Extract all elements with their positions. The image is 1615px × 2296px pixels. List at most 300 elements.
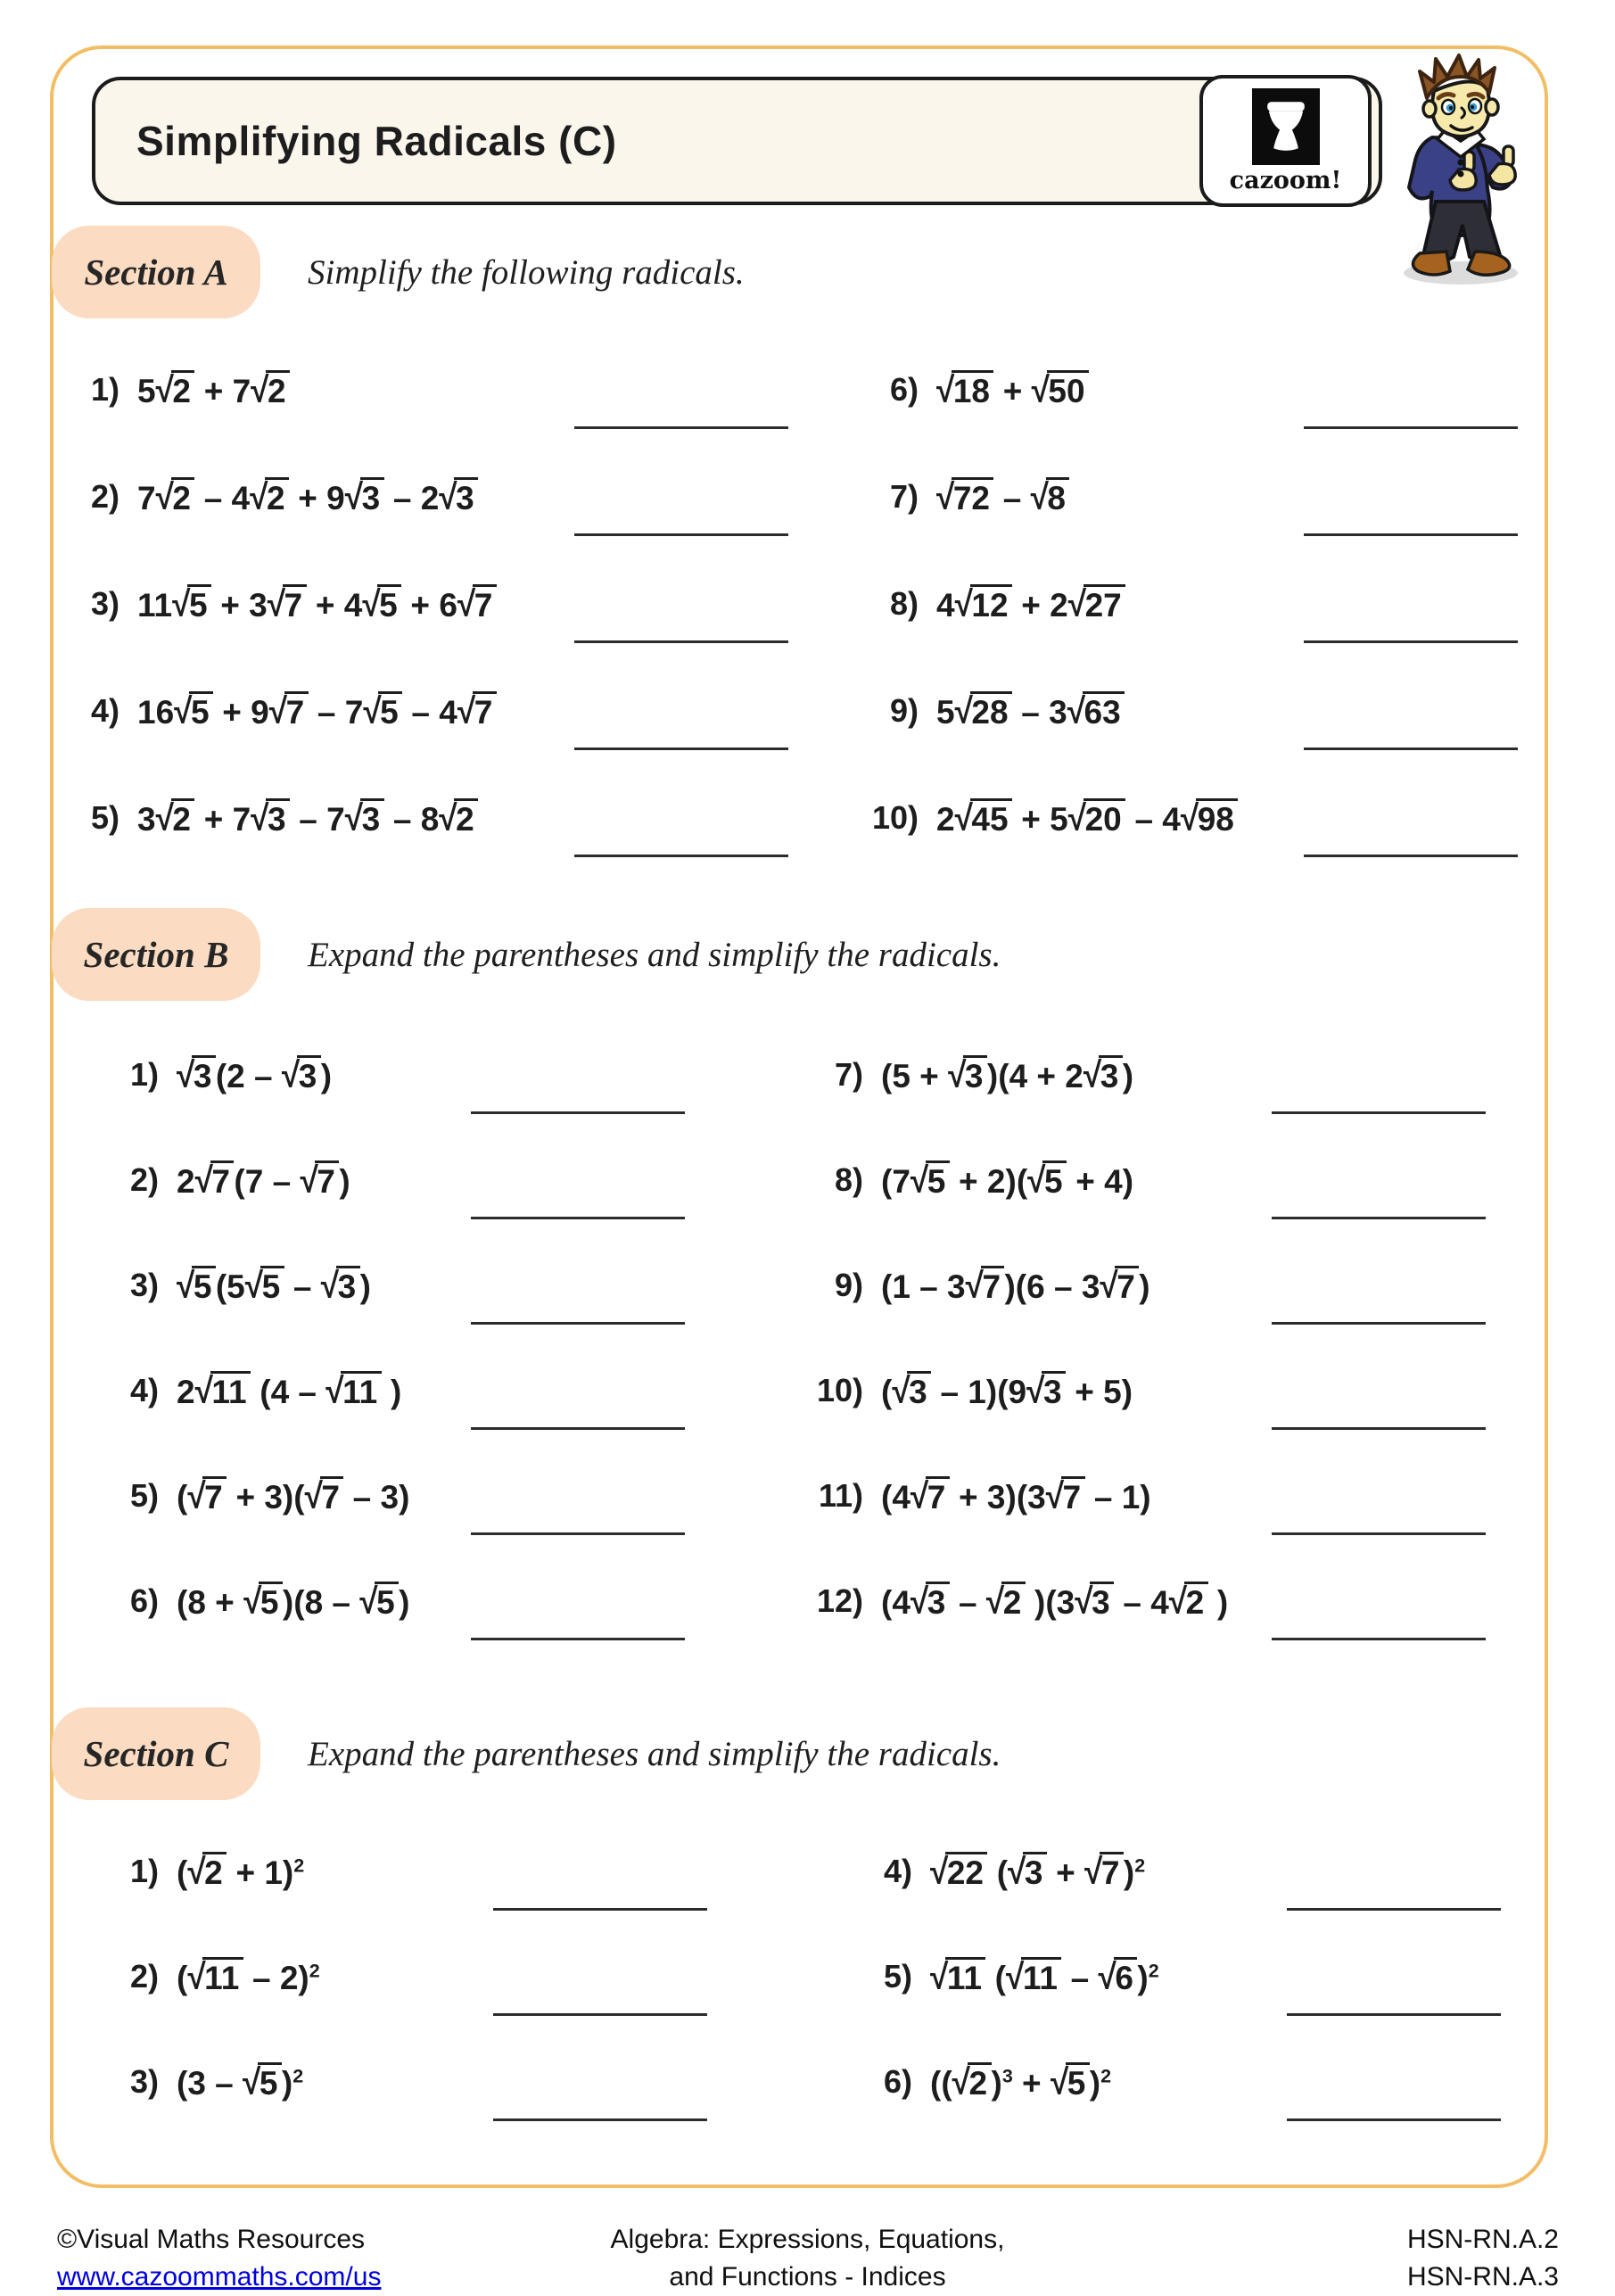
radicand: 2	[202, 1852, 227, 1891]
question-number: 5)	[129, 1477, 159, 1514]
problem-row	[801, 1443, 1486, 1549]
radicand: 2	[454, 798, 478, 838]
answer-blank	[1272, 1563, 1486, 1640]
radical	[936, 476, 993, 516]
radical	[1100, 1265, 1139, 1305]
radical	[457, 690, 497, 731]
radical-sign: √	[177, 1265, 195, 1305]
question-number: 9)	[889, 692, 919, 729]
answer-blank	[1272, 1458, 1486, 1535]
question-expression: (1 – 3√7 )(6 – 3√7 )	[881, 1265, 1150, 1305]
radical	[1027, 1160, 1067, 1200]
radical	[910, 1160, 950, 1200]
problem-row	[801, 1022, 1486, 1127]
question-number: 6)	[883, 2063, 912, 2100]
question-expression: 5√2 + 7√2	[137, 370, 290, 410]
radicand: 2	[265, 477, 289, 516]
radical-sign: √	[267, 583, 286, 624]
problem-row	[801, 1549, 1486, 1654]
radicand: 50	[1047, 370, 1089, 409]
radical-sign: √	[985, 1581, 1005, 1621]
radical-sign: √	[251, 797, 269, 838]
problem-row	[801, 1127, 1486, 1233]
radical	[344, 797, 384, 838]
radical	[194, 1370, 251, 1410]
radicand: 5	[377, 584, 401, 624]
radical	[1026, 1370, 1066, 1410]
radical-sign: √	[1100, 1265, 1118, 1305]
problem-row	[96, 1549, 685, 1654]
radicand: 5	[258, 2062, 282, 2102]
radical	[1030, 476, 1070, 516]
radical-sign: √	[363, 690, 382, 731]
question-expression: (√11 – 2)$^2$	[177, 1956, 320, 1996]
radical-sign: √	[910, 1581, 929, 1621]
radicand: 11	[202, 1957, 243, 1996]
radical	[174, 690, 213, 731]
radical	[1084, 1851, 1124, 1891]
radical-sign: √	[155, 369, 174, 409]
radical-sign: √	[1180, 797, 1199, 838]
question-expression: √22 (√3 + √7 )$^2$	[930, 1851, 1146, 1891]
question-expression: $(√2 + 1)^2$	[177, 1851, 305, 1891]
radical	[1050, 2061, 1090, 2102]
radicand: 11	[1021, 1957, 1061, 1996]
radicand: 7	[473, 691, 497, 731]
radical	[250, 476, 289, 516]
radical	[243, 2061, 282, 2102]
section-c-label: Section C	[52, 1707, 260, 1800]
radicand: 3	[1042, 1371, 1066, 1410]
question-expression: 5√28 – 3√63	[936, 691, 1125, 731]
radical	[325, 1370, 381, 1410]
problem-row	[856, 657, 1518, 764]
section-a-label: Section A	[52, 226, 260, 318]
radical	[363, 690, 402, 731]
question-expression: (4√3 – √2 )(3√3 – 4√2 )	[881, 1581, 1229, 1621]
radicand: 22	[945, 1852, 987, 1891]
problem-row	[801, 1233, 1486, 1338]
radical	[251, 797, 290, 838]
answer-blank	[1304, 566, 1518, 643]
problem-row	[801, 1338, 1486, 1443]
question-number: 6)	[129, 1582, 159, 1619]
answer-blank	[471, 1352, 685, 1430]
radicand: 2	[1184, 1582, 1208, 1621]
answer-blank	[574, 673, 788, 750]
problem-row	[96, 1338, 685, 1443]
question-expression: √5 (5√5 – √3 )	[177, 1265, 371, 1305]
answer-blank	[1272, 1247, 1486, 1325]
question-number: 4)	[90, 692, 119, 729]
radical	[187, 1851, 227, 1891]
radicand: 5	[260, 1266, 284, 1305]
radical-sign: √	[948, 1054, 967, 1094]
problem-row	[96, 1233, 685, 1338]
radicand: 2	[1001, 1582, 1026, 1621]
radical-sign: √	[1045, 1475, 1065, 1516]
radical-sign: √	[936, 369, 955, 409]
radical	[1098, 1956, 1138, 1996]
radical	[243, 1581, 283, 1621]
question-expression: (√7 + 3)(√7 – 3)	[177, 1475, 410, 1516]
problems-grid	[96, 1819, 1501, 2135]
radical	[359, 1581, 399, 1621]
answer-blank	[574, 458, 788, 536]
radicand: 3	[907, 1371, 931, 1410]
question-expression: 4√12 + 2√27	[936, 584, 1125, 624]
radicand: 5	[1066, 2062, 1090, 2102]
answer-blank	[471, 1037, 685, 1114]
question-expression: (8 + √5 )(8 – √5 )	[177, 1581, 410, 1621]
cazoom-logo	[1199, 75, 1372, 207]
radicand: 72	[952, 477, 993, 516]
exponent: 2	[309, 1960, 320, 1982]
radical	[910, 1581, 950, 1621]
problem-row	[57, 764, 788, 871]
problem-row	[850, 1819, 1501, 1924]
radicand: 6	[1114, 1957, 1138, 1996]
radicand: 11	[210, 1371, 251, 1410]
standard-code-2: HSN-RN.A.3	[1406, 2262, 1559, 2292]
radicand: 3	[336, 1266, 360, 1305]
radical-sign: √	[457, 690, 476, 731]
radical	[155, 476, 195, 516]
radical	[1075, 1581, 1114, 1621]
radical	[439, 476, 478, 516]
question-number: 2)	[129, 1161, 159, 1198]
radical-sign: √	[325, 1370, 344, 1410]
radical-sign: √	[1030, 476, 1049, 516]
answer-blank	[493, 1833, 707, 1911]
radical-sign: √	[243, 2061, 261, 2102]
section-b-instruction: Expand the parentheses and simplify the radicals.	[308, 935, 1001, 974]
radicand: 45	[970, 798, 1012, 838]
radical-sign: √	[300, 1160, 318, 1200]
radical-sign: √	[1031, 369, 1050, 409]
radicand: 3	[297, 1055, 321, 1094]
problem-row	[856, 764, 1518, 871]
question-number: 5)	[883, 1958, 912, 1995]
radicand: 3	[1090, 1582, 1114, 1621]
answer-blank	[471, 1142, 685, 1219]
question-number: 8)	[834, 1161, 863, 1198]
section-a-instruction: Simplify the following radicals.	[308, 252, 745, 292]
question-number: 10)	[816, 1372, 863, 1408]
problem-row	[96, 2029, 707, 2135]
radicand: 2	[266, 370, 290, 409]
cazoommaths-link[interactable]: www.cazoommaths.com/us	[57, 2262, 382, 2292]
radical	[344, 476, 384, 516]
radical	[948, 1054, 987, 1094]
radicand: 3	[360, 798, 384, 838]
radicand: 27	[1084, 584, 1125, 624]
radicand: 2	[968, 2062, 992, 2102]
exponent: 2	[293, 2065, 304, 2087]
answer-blank	[471, 1458, 685, 1535]
radical	[177, 1054, 216, 1094]
radical-sign: √	[155, 476, 174, 516]
problems-grid	[96, 1022, 1486, 1654]
radicand: 3	[1023, 1852, 1047, 1891]
radical-sign: √	[1027, 1160, 1046, 1200]
exponent: 2	[1100, 2065, 1112, 2087]
radicand: 5	[375, 1582, 399, 1621]
problem-row	[856, 336, 1518, 443]
radical	[1168, 1581, 1208, 1621]
exponent: 2	[293, 1854, 305, 1877]
answer-blank	[1272, 1037, 1486, 1114]
radical	[155, 797, 195, 838]
radical-sign: √	[250, 476, 268, 516]
exponent: 3	[1001, 2065, 1013, 2087]
question-number: 1)	[90, 371, 119, 408]
radicand: 7	[473, 584, 497, 624]
radical-sign: √	[1098, 1956, 1116, 1996]
radicand: 8	[1046, 477, 1070, 516]
radicand: 28	[970, 691, 1012, 731]
radical-sign: √	[187, 1475, 206, 1516]
question-expression: 16√5 + 9√7 – 7√5 – 4√7	[137, 691, 497, 731]
radical	[155, 369, 195, 409]
footer-topic-line1: Algebra: Expressions, Equations,	[610, 2225, 1005, 2254]
question-expression: 2√7 (7 – √7 )	[177, 1160, 350, 1200]
radicand: 7	[981, 1266, 1005, 1305]
radicand: 5	[926, 1160, 950, 1200]
radicand: 3	[360, 477, 384, 516]
radical-sign: √	[954, 690, 973, 731]
question-expression: 11√5 + 3√7 + 4√5 + 6√7	[137, 584, 497, 624]
question-number: 10)	[871, 799, 919, 836]
radicand: 7	[283, 584, 307, 624]
copyright-text: ©Visual Maths Resources	[57, 2225, 366, 2254]
question-expression: √18 + √50	[936, 370, 1089, 410]
answer-blank	[1304, 458, 1518, 536]
radicand: 3	[926, 1582, 950, 1621]
problem-row	[856, 550, 1518, 657]
radical-sign: √	[268, 690, 288, 731]
answer-blank	[1304, 351, 1518, 429]
question-number: 7)	[834, 1056, 863, 1093]
question-number: 2)	[90, 478, 119, 515]
radical	[439, 797, 478, 838]
radical	[187, 1475, 227, 1516]
question-number: 1)	[129, 1853, 159, 1889]
radicand: 5	[187, 584, 211, 624]
radical	[244, 1265, 284, 1305]
logo-brand-text: cazoom!	[1229, 166, 1342, 194]
radical-sign: √	[344, 476, 364, 516]
radical	[281, 1054, 321, 1094]
question-expression: 7√2 – 4√2 + 9√3 – 2√3	[137, 477, 478, 517]
problem-row	[57, 550, 788, 657]
radical-sign: √	[194, 1160, 213, 1200]
radicand: 5	[1042, 1160, 1067, 1200]
answer-blank	[1304, 780, 1518, 857]
answer-blank	[471, 1563, 685, 1640]
radical	[1067, 797, 1125, 838]
radicand: 2	[171, 477, 195, 516]
radical-sign: √	[187, 1956, 206, 1996]
radical-sign: √	[954, 583, 973, 624]
radical-sign: √	[954, 797, 973, 838]
radical-sign: √	[187, 1851, 206, 1891]
radical-sign: √	[344, 797, 364, 838]
question-expression: (7√5 + 2)(√5 + 4)	[881, 1160, 1134, 1200]
radical	[172, 583, 211, 624]
answer-blank	[574, 566, 788, 643]
title-box	[92, 77, 1382, 205]
radicand: 2	[171, 370, 195, 409]
question-number: 11)	[818, 1477, 863, 1514]
radical-sign: √	[362, 583, 381, 624]
radical	[1031, 369, 1089, 409]
section-c	[0, 1707, 1615, 2102]
problem-row	[57, 336, 788, 443]
radicand: 7	[210, 1160, 235, 1200]
answer-blank	[1304, 673, 1518, 750]
radical	[1067, 690, 1125, 731]
radical-sign: √	[244, 1265, 264, 1305]
radical-sign: √	[439, 797, 457, 838]
radicand: 5	[259, 1582, 283, 1621]
radical-sign: √	[1006, 1956, 1025, 1996]
radical-sign: √	[1067, 797, 1087, 838]
radical-sign: √	[930, 1956, 949, 1996]
radical-sign: √	[892, 1370, 910, 1410]
answer-blank	[471, 1247, 685, 1325]
question-expression: (3 – √5 )$^2$	[177, 2061, 304, 2102]
exponent: 2	[1134, 1854, 1146, 1877]
section-b-label: Section B	[52, 908, 260, 1001]
answer-blank	[493, 2044, 707, 2121]
radical-sign: √	[304, 1475, 323, 1516]
radical	[1067, 583, 1125, 624]
radicand: 11	[945, 1957, 985, 1996]
radical-sign: √	[965, 1265, 984, 1305]
question-expression: (5 + √3 )(4 + 2√3 )	[881, 1054, 1134, 1094]
radical	[304, 1475, 344, 1516]
radical-sign: √	[1008, 1851, 1026, 1891]
radical	[930, 1851, 987, 1891]
radicand: 7	[926, 1476, 950, 1516]
radicand: 98	[1196, 798, 1238, 838]
answer-blank	[1287, 2044, 1501, 2121]
radical-sign: √	[457, 583, 476, 624]
radical	[1180, 797, 1238, 838]
problem-row	[96, 1127, 685, 1233]
mascot-character	[1384, 52, 1543, 289]
radical-sign: √	[952, 2061, 970, 2102]
radical-sign: √	[251, 369, 269, 409]
radical	[267, 583, 307, 624]
exponent: 2	[1148, 1960, 1159, 1982]
radical-sign: √	[910, 1160, 929, 1200]
question-expression: ((√2 )$^3$ + √5 )$^2$	[930, 2061, 1112, 2102]
radical-sign: √	[1075, 1581, 1093, 1621]
problem-row	[57, 443, 788, 550]
radical	[187, 1956, 243, 1996]
radicand: 7	[320, 1476, 344, 1516]
radical-sign: √	[1026, 1370, 1045, 1410]
radical-sign: √	[1168, 1581, 1188, 1621]
footer-topic-line2: and Functions - Indices	[669, 2262, 946, 2292]
radical	[268, 690, 309, 731]
problem-row	[96, 1924, 707, 2029]
answer-blank	[1287, 1938, 1501, 2016]
answer-blank	[1272, 1142, 1486, 1219]
radicand: 7	[1100, 1852, 1124, 1891]
question-number: 4)	[129, 1372, 159, 1408]
radical-sign: √	[359, 1581, 378, 1621]
radical-sign: √	[320, 1265, 340, 1305]
radicand: 7	[1115, 1266, 1139, 1305]
radical	[892, 1370, 931, 1410]
radical-sign: √	[439, 476, 457, 516]
problem-row	[850, 2029, 1501, 2135]
radicand: 7	[284, 691, 309, 731]
radical-sign: √	[1050, 2061, 1069, 2102]
question-number: 5)	[90, 799, 119, 836]
radicand: 11	[341, 1371, 381, 1410]
section-b	[0, 908, 1615, 1621]
page-title: Simplifying Radicals (C)	[136, 118, 617, 164]
radical	[300, 1160, 339, 1200]
radical-sign: √	[174, 690, 193, 731]
radical	[1008, 1851, 1047, 1891]
radical	[930, 1956, 985, 1996]
answer-blank	[574, 780, 788, 857]
answer-blank	[1287, 1833, 1501, 1911]
radical	[936, 369, 993, 409]
question-expression: √11 (√11 – √6 )$^2$	[930, 1956, 1159, 1996]
question-expression: √72 – √8	[936, 477, 1069, 517]
radical-sign: √	[936, 476, 955, 516]
radical-sign: √	[177, 1054, 195, 1094]
radicand: 5	[189, 691, 213, 731]
problems-grid	[57, 336, 1518, 871]
radical-sign: √	[1067, 583, 1087, 624]
radical	[954, 797, 1012, 838]
radical-sign: √	[1067, 690, 1086, 731]
question-expression: √3 (2 – √3 )	[177, 1054, 333, 1094]
radicand: 3	[266, 798, 290, 838]
radicand: 3	[192, 1055, 216, 1094]
radical	[965, 1265, 1005, 1305]
question-number: 3)	[129, 2063, 159, 2100]
radical	[362, 583, 401, 624]
radicand: 18	[952, 370, 993, 409]
radical-sign: √	[1084, 1851, 1103, 1891]
question-number: 3)	[90, 585, 119, 622]
radicand: 2	[171, 798, 195, 838]
radical	[251, 369, 290, 409]
radicand: 5	[192, 1266, 216, 1305]
question-expression: 2√11 (4 – √11 )	[177, 1370, 402, 1410]
djembe-drum-icon	[1252, 88, 1320, 165]
problem-row	[850, 1924, 1501, 2029]
question-number: 2)	[129, 1958, 159, 1995]
radical-sign: √	[910, 1475, 929, 1516]
radicand: 7	[315, 1160, 339, 1200]
answer-blank	[574, 351, 788, 429]
question-number: 12)	[816, 1582, 863, 1619]
radical	[954, 690, 1012, 731]
question-number: 4)	[883, 1853, 912, 1889]
radical	[1045, 1475, 1085, 1516]
question-number: 1)	[129, 1056, 159, 1093]
problem-row	[96, 1443, 685, 1549]
